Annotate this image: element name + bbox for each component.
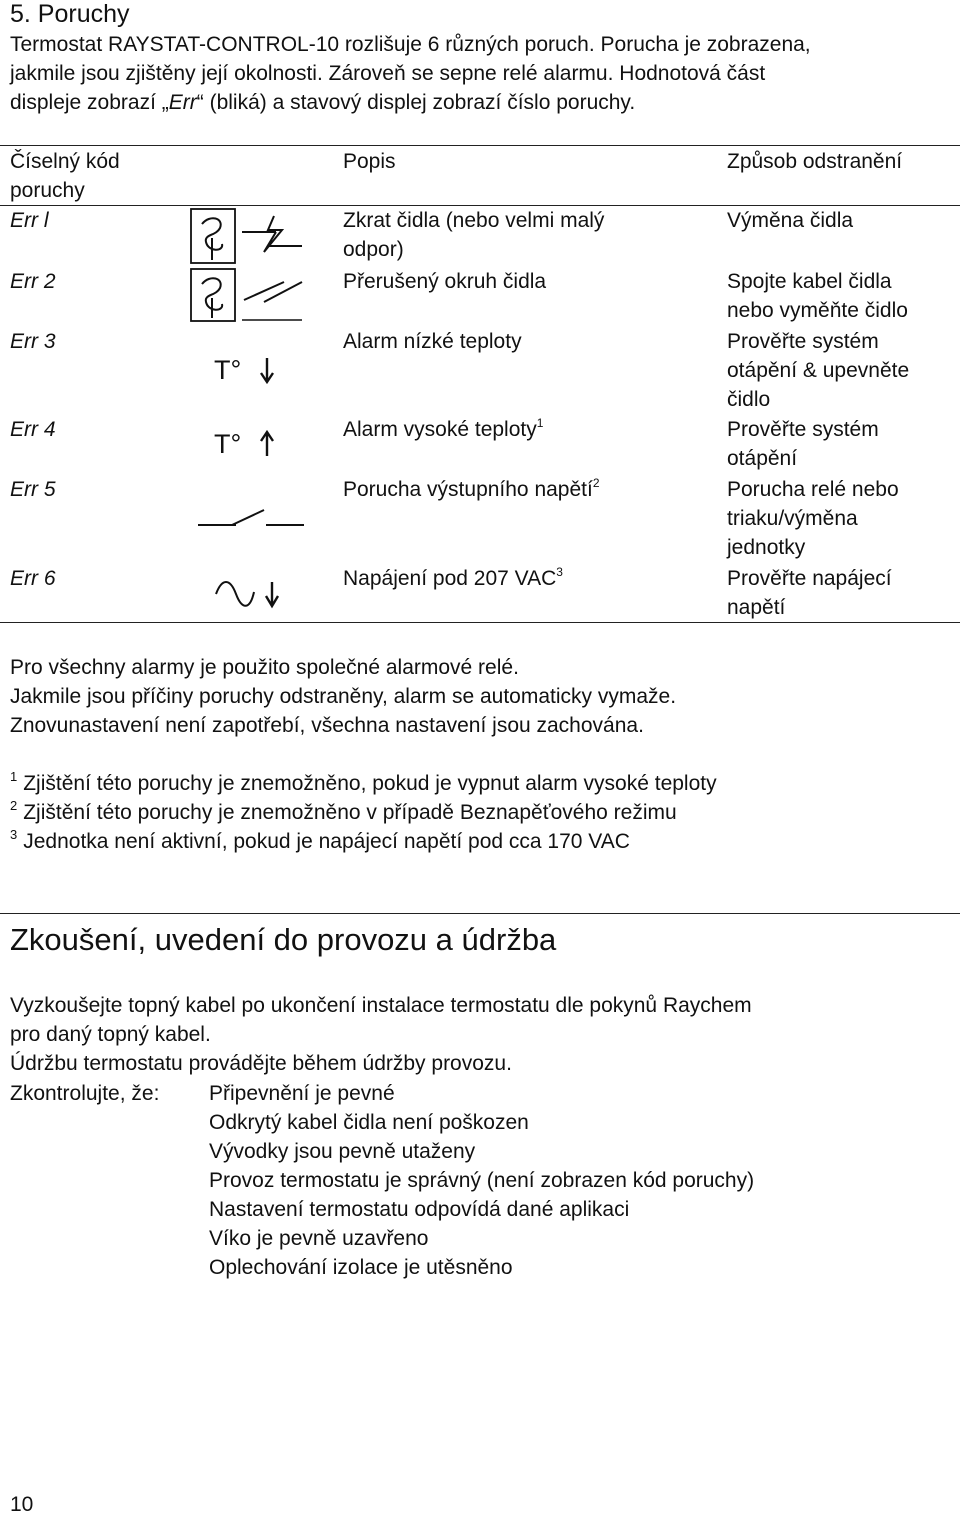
table-top-rule (0, 145, 960, 146)
header-code-line-1: Číselný kód (10, 150, 120, 173)
testing-line-1: Vyzkoušejte topný kabel po ukončení instalace termostatu dle pokynů Raychem (10, 994, 752, 1017)
low-supply-voltage-icon (214, 576, 286, 610)
row-6-remedy-line-2: napětí (727, 596, 786, 619)
low-temperature-label: T° (214, 355, 242, 385)
checklist-item: Oplechování izolace je utěsněno (209, 1256, 513, 1279)
row-6-description (343, 564, 563, 593)
row-4-remedy (727, 415, 879, 473)
row-4-code: Err 4 (10, 418, 56, 441)
intro-paragraph (10, 30, 955, 117)
row-6-footnote-ref: 3 (556, 565, 563, 579)
row-1-description (343, 206, 604, 264)
row-5-footnote-ref: 2 (592, 476, 600, 490)
row-4-description (343, 415, 543, 444)
intro-line-3-a: displeje zobrazí „ (10, 91, 169, 114)
row-2-remedy-line-1: Spojte kabel čidla (727, 270, 892, 293)
row-3-remedy (727, 327, 909, 414)
testing-paragraph (10, 991, 752, 1078)
footnotes (10, 769, 717, 856)
row-3-description-line-1: Alarm nízké teploty (343, 330, 522, 353)
header-description: Popis (343, 150, 396, 173)
header-code-line-2: poruchy (10, 179, 85, 202)
note-line-3: Znovunastavení není zapotřebí, všechna nastavení jsou zachována. (10, 714, 644, 737)
checklist-item: Provoz termostatu je správný (není zobrazen kód poruchy) (209, 1169, 755, 1192)
footnote-2 (10, 798, 717, 827)
checklist-label: Zkontrolujte, že: (10, 1082, 160, 1105)
footnote-2-number: 2 (10, 798, 18, 813)
notes-paragraph (10, 653, 676, 740)
row-1-description-line-2: odpor) (343, 238, 404, 261)
low-temperature-icon (258, 356, 276, 384)
header-remedy: Způsob odstranění (727, 150, 903, 173)
intro-line-3-b: “ (bliká) a stavový displej zobrazí číslo poruchy. (196, 91, 636, 114)
row-3-remedy-line-3: čidlo (727, 388, 771, 411)
header-code (10, 147, 120, 205)
high-temperature-icon (258, 430, 276, 458)
checklist-item: Odkrytý kabel čidla není poškozen (209, 1111, 529, 1134)
row-5-remedy-line-2: triaku/výměna (727, 507, 858, 530)
sensor-short-circuit-icon (190, 208, 305, 264)
footnote-3 (10, 827, 717, 856)
checklist-item: Víko je pevně uzavřeno (209, 1227, 429, 1250)
testing-title: Zkoušení, uvedení do provozu a údržba (10, 922, 557, 957)
row-4-remedy-line-2: otápění (727, 447, 798, 470)
footnote-1-number: 1 (10, 769, 18, 784)
testing-line-3: Údržbu termostatu provádějte během údržby provozu. (10, 1052, 512, 1075)
footnote-1-text: Zjištění této poruchy je znemožněno, pokud je vypnut alarm vysoké teploty (23, 772, 717, 795)
row-2-remedy-line-2: nebo vyměňte čidlo (727, 299, 908, 322)
output-switch-icon (196, 506, 308, 528)
page-number: 10 (10, 1493, 34, 1516)
row-3-remedy-line-1: Prověřte systém (727, 330, 879, 353)
row-5-remedy-line-3: jednotky (727, 536, 806, 559)
testing-line-2: pro daný topný kabel. (10, 1023, 211, 1046)
row-5-remedy-line-1: Porucha relé nebo (727, 478, 899, 501)
row-1-description-line-1: Zkrat čidla (nebo velmi malý (343, 209, 605, 232)
footnote-2-text: Zjištění této poruchy je znemožněno v případě Beznapěťového režimu (23, 801, 677, 824)
high-temperature-label: T° (214, 429, 242, 459)
checklist-item: Připevnění je pevné (209, 1082, 395, 1105)
intro-line-1: Termostat RAYSTAT-CONTROL-10 rozlišuje 6 různých poruch. Porucha je zobrazena, (10, 33, 811, 56)
row-3-remedy-line-2: otápění & upevněte (727, 359, 910, 382)
table-bottom-rule (0, 622, 960, 623)
section-divider (0, 913, 960, 914)
row-3-description (343, 327, 522, 356)
intro-line-3 (10, 88, 955, 117)
footnote-3-number: 3 (10, 827, 18, 842)
row-6-description-line-1: Napájení pod 207 VAC (343, 567, 557, 590)
intro-line-2: jakmile jsou zjištěny její okolnosti. Zároveň se sepne relé alarmu. Hodnotová část (10, 62, 766, 85)
row-2-remedy (727, 267, 908, 325)
note-line-1: Pro všechny alarmy je použito společné alarmové relé. (10, 656, 519, 679)
row-1-remedy-line-1: Výměna čidla (727, 209, 854, 232)
row-5-code: Err 5 (10, 478, 56, 501)
row-5-remedy (727, 475, 899, 562)
row-1-code: Err l (10, 209, 49, 232)
row-3-code: Err 3 (10, 330, 56, 353)
row-6-remedy-line-1: Prověřte napájecí (727, 567, 892, 590)
checklist-item: Nastavení termostatu odpovídá dané aplikaci (209, 1198, 630, 1221)
row-1-remedy (727, 206, 853, 235)
row-4-description-line-1: Alarm vysoké teploty (343, 418, 537, 441)
note-line-2: Jakmile jsou příčiny poruchy odstraněny, alarm se automaticky vymaže. (10, 685, 677, 708)
row-6-remedy (727, 564, 892, 622)
footnote-1 (10, 769, 717, 798)
row-6-code: Err 6 (10, 567, 56, 590)
intro-err-text: Err (168, 91, 197, 114)
row-5-description-line-1: Porucha výstupního napětí (343, 478, 593, 501)
row-2-description (343, 267, 546, 296)
footnote-3-text: Jednotka není aktivní, pokud je napájecí napětí pod cca 170 VAC (23, 830, 630, 853)
section-title: 5. Poruchy (10, 0, 130, 28)
row-5-description (343, 475, 600, 504)
row-2-code: Err 2 (10, 270, 56, 293)
checklist-item: Vývodky jsou pevně utaženy (209, 1140, 476, 1163)
row-4-footnote-ref: 1 (536, 416, 544, 430)
checklist (209, 1079, 754, 1282)
sensor-open-circuit-icon (190, 268, 305, 322)
row-4-remedy-line-1: Prověřte systém (727, 418, 879, 441)
row-2-description-line-1: Přerušený okruh čidla (343, 270, 547, 293)
